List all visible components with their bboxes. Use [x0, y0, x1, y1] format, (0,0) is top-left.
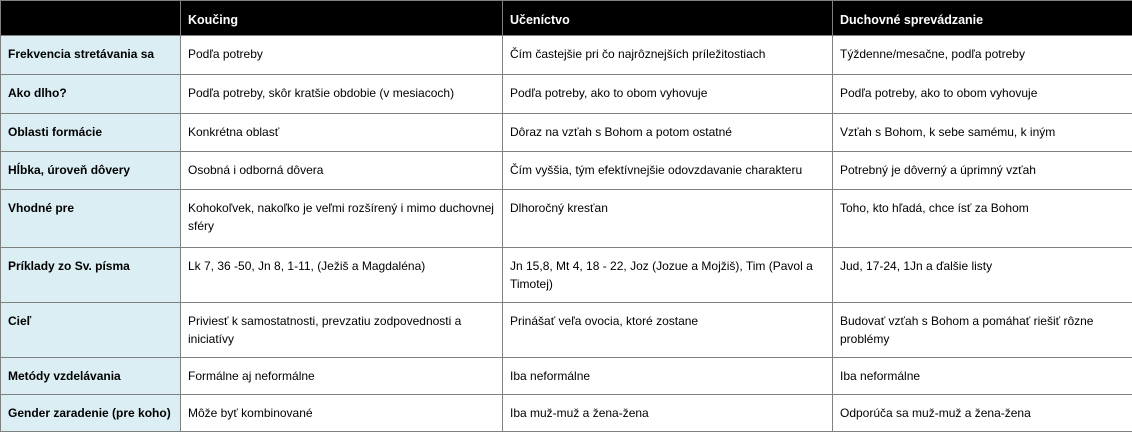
- table-cell: Čím častejšie pri čo najrôznejších príležitostiach: [503, 36, 833, 75]
- table-cell: Lk 7, 36 -50, Jn 8, 1-11, (Ježiš a Magdaléna): [181, 247, 503, 302]
- table-cell: Prinášať veľa ovocia, ktoré zostane: [503, 302, 833, 357]
- table-cell: Dlhoročný kresťan: [503, 190, 833, 247]
- corner-cell: [1, 1, 181, 36]
- table-cell: Priviesť k samostatnosti, prevzatiu zodpovednosti a iniciatívy: [181, 302, 503, 357]
- row-header: Frekvencia stretávania sa: [1, 36, 181, 75]
- table-row: [1, 151, 1132, 189]
- row-header: Oblasti formácie: [1, 113, 181, 151]
- table-cell: Jn 15,8, Mt 4, 18 - 22, Joz (Jozue a Mojžiš), Tim (Pavol a Timotej): [503, 247, 833, 302]
- table-cell: Jud, 17-24, 1Jn a ďalšie listy: [833, 247, 1132, 302]
- row-header: Vhodné pre: [1, 190, 181, 247]
- table-cell: Iba neformálne: [833, 358, 1132, 394]
- column-header-koucing: Koučing: [181, 1, 503, 36]
- row-header: Príklady zo Sv. písma: [1, 247, 181, 302]
- table-cell: Vzťah s Bohom, k sebe samému, k iným: [833, 113, 1132, 151]
- header-row: [1, 1, 1132, 36]
- table-cell: Dôraz na vzťah s Bohom a potom ostatné: [503, 113, 833, 151]
- column-header-duchovne-sprevadzanie: Duchovné sprevádzanie: [833, 1, 1132, 36]
- table-cell: Potrebný je dôverný a úprimný vzťah: [833, 151, 1132, 189]
- table-cell: Podľa potreby, ako to obom vyhovuje: [833, 75, 1132, 113]
- table-cell: Iba neformálne: [503, 358, 833, 394]
- table-cell: Konkrétna oblasť: [181, 113, 503, 151]
- row-header: Ako dlho?: [1, 75, 181, 113]
- table-row: [1, 247, 1132, 302]
- table-cell: Podľa potreby, skôr kratšie obdobie (v mesiacoch): [181, 75, 503, 113]
- table-row: [1, 113, 1132, 151]
- table-row: [1, 190, 1132, 247]
- table-cell: Odporúča sa muž-muž a žena-žena: [833, 394, 1132, 431]
- table-cell: Formálne aj neformálne: [181, 358, 503, 394]
- table-cell: Osobná i odborná dôvera: [181, 151, 503, 189]
- row-header: Hĺbka, úroveň dôvery: [1, 151, 181, 189]
- table-cell: Toho, kto hľadá, chce ísť za Bohom: [833, 190, 1132, 247]
- table-cell: Podľa potreby: [181, 36, 503, 75]
- table-cell: Iba muž-muž a žena-žena: [503, 394, 833, 431]
- row-header: Gender zaradenie (pre koho): [1, 394, 181, 431]
- table-cell: Môže byť kombinované: [181, 394, 503, 431]
- table-row: [1, 302, 1132, 357]
- table-row: [1, 36, 1132, 75]
- table-cell: Týždenne/mesačne, podľa potreby: [833, 36, 1132, 75]
- row-header: Metódy vzdelávania: [1, 358, 181, 394]
- table-cell: Kohokoľvek, nakoľko je veľmi rozšírený i mimo duchovnej sféry: [181, 190, 503, 247]
- table-cell: Budovať vzťah s Bohom a pomáhať riešiť rôzne problémy: [833, 302, 1132, 357]
- column-header-ucenictvo: Učeníctvo: [503, 1, 833, 36]
- table-cell: Podľa potreby, ako to obom vyhovuje: [503, 75, 833, 113]
- row-header: Cieľ: [1, 302, 181, 357]
- table-row: [1, 358, 1132, 394]
- table-cell: Čím vyššia, tým efektívnejšie odovzdavanie charakteru: [503, 151, 833, 189]
- table-row: [1, 75, 1132, 113]
- table-row: [1, 394, 1132, 431]
